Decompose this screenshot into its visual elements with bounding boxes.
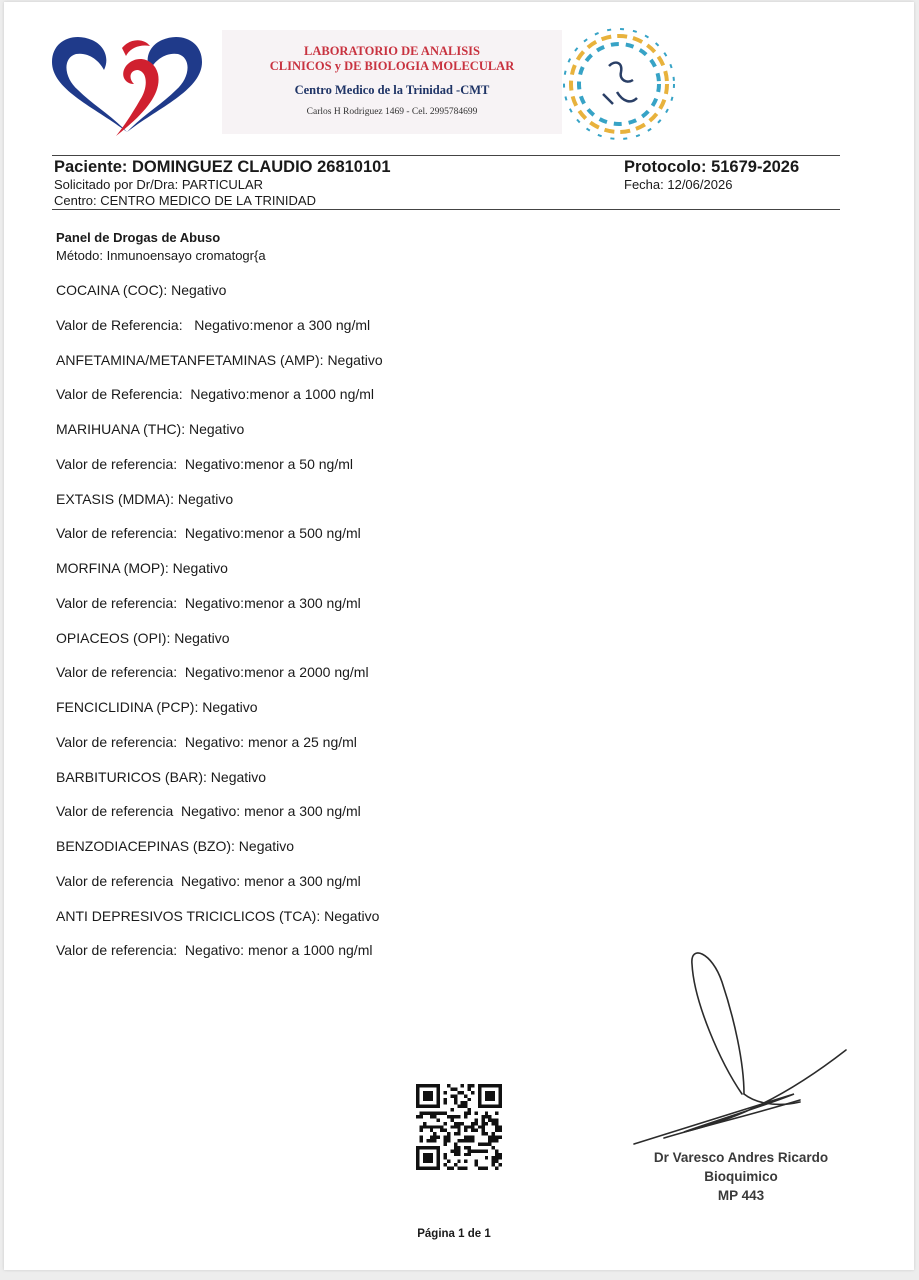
protocol-number: Protocolo: 51679-2026 bbox=[624, 158, 800, 176]
reference-line: Valor de referencia: Negativo:menor a 500 ng/ml bbox=[56, 525, 361, 542]
list-item bbox=[56, 698, 756, 768]
reference-line: Valor de referencia: Negativo: menor a 1000 ng/ml bbox=[56, 942, 373, 959]
reference-line: Valor de referencia: Negativo:menor a 300 ng/ml bbox=[56, 594, 361, 611]
patient-info bbox=[54, 158, 839, 210]
result-line: ANTI DEPRESIVOS TRICICLICOS (TCA): Negativo bbox=[56, 907, 380, 924]
signer-name: Dr Varesco Andres Ricardo bbox=[653, 1150, 829, 1165]
method-line: Método: Inmunoensayo cromatogr{a bbox=[56, 248, 266, 263]
signer-title: Bioquimico bbox=[704, 1169, 778, 1184]
hearts-logo-icon bbox=[44, 28, 210, 140]
lab-address: Carlos H Rodriguez 1469 - Cel. 2995784699 bbox=[306, 107, 478, 117]
patient-left-column bbox=[54, 158, 391, 209]
reference-line: Valor de referencia Negativo: menor a 300 ng/ml bbox=[56, 872, 361, 889]
list-item bbox=[56, 281, 756, 351]
dna-ring-logo-icon bbox=[557, 22, 681, 146]
list-item bbox=[56, 837, 756, 907]
patient-right-column bbox=[624, 158, 799, 193]
report-page bbox=[4, 2, 914, 1270]
signature-icon bbox=[624, 942, 864, 1157]
report-date: Fecha: 12/06/2026 bbox=[624, 177, 733, 192]
signer-license: MP 443 bbox=[717, 1188, 765, 1203]
header-top-rule bbox=[52, 155, 840, 156]
list-item bbox=[56, 629, 756, 699]
lab-banner bbox=[222, 30, 562, 134]
result-line: BENZODIACEPINAS (BZO): Negativo bbox=[56, 838, 295, 854]
qr-code-icon[interactable] bbox=[416, 1084, 502, 1170]
result-line: MORFINA (MOP): Negativo bbox=[56, 560, 228, 576]
reference-line: Valor de referencia: Negativo:menor a 2000 ng/ml bbox=[56, 664, 369, 681]
requested-by: Solicitado por Dr/Dra: PARTICULAR bbox=[54, 177, 264, 192]
reference-line: Valor de Referencia: Negativo:menor a 1000 ng/ml bbox=[56, 386, 375, 403]
reference-line: Valor de referencia: Negativo: menor a 25 ng/ml bbox=[56, 733, 357, 750]
reference-line: Valor de Referencia: Negativo:menor a 300 ng/ml bbox=[56, 316, 371, 333]
center-field: Centro: CENTRO MEDICO DE LA TRINIDAD bbox=[54, 193, 316, 208]
page-number: Página 1 de 1 bbox=[417, 1228, 491, 1240]
list-item bbox=[56, 351, 756, 421]
patient-name: Paciente: DOMINGUEZ CLAUDIO 26810101 bbox=[54, 158, 391, 176]
list-item bbox=[56, 420, 756, 490]
results-list bbox=[56, 281, 756, 976]
lab-name-line1: LABORATORIO DE ANALISIS bbox=[304, 44, 480, 58]
result-line: ANFETAMINA/METANFETAMINAS (AMP): Negativo bbox=[56, 351, 383, 368]
panel-title: Panel de Drogas de Abuso bbox=[56, 230, 221, 245]
result-line: EXTASIS (MDMA): Negativo bbox=[56, 490, 234, 507]
list-item bbox=[56, 559, 756, 629]
list-item bbox=[56, 490, 756, 560]
result-line: MARIHUANA (THC): Negativo bbox=[56, 421, 245, 437]
lab-name-line2: CLINICOS y DE BIOLOGIA MOLECULAR bbox=[269, 59, 515, 73]
result-line: COCAINA (COC): Negativo bbox=[56, 282, 227, 298]
signer-block bbox=[616, 1148, 866, 1205]
result-line: BARBITURICOS (BAR): Negativo bbox=[56, 768, 267, 785]
center-name: Centro Medico de la Trinidad -CMT bbox=[294, 83, 490, 97]
list-item bbox=[56, 768, 756, 838]
result-line: OPIACEOS (OPI): Negativo bbox=[56, 629, 230, 646]
result-line: FENCICLIDINA (PCP): Negativo bbox=[56, 699, 258, 715]
reference-line: Valor de referencia Negativo: menor a 300 ng/ml bbox=[56, 803, 361, 820]
reference-line: Valor de referencia: Negativo:menor a 50 ng/ml bbox=[56, 455, 354, 472]
header-bottom-rule bbox=[52, 209, 840, 210]
